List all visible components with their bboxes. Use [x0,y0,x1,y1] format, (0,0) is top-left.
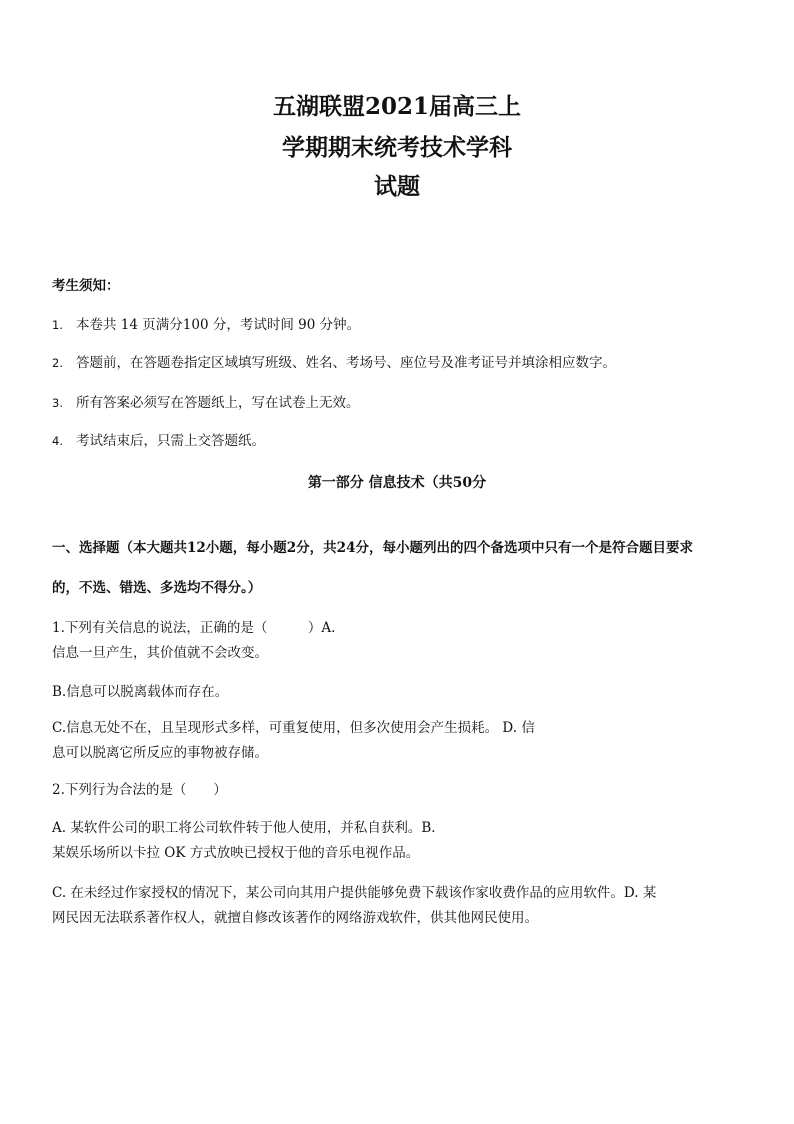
section-instruction-line-2: 的，不选、错选、多选均不得分。） [52,580,262,596]
notice-item-number: 2. [52,356,63,370]
notice-item-number: 1. [52,318,63,332]
question-1-option-c: C.信息无处不在，且呈现形式多样，可重复使用，但多次使用会产生损耗。 D. 信 [52,720,535,736]
question-1-line: 信息一旦产生，其价值就不会改变。 [52,645,268,661]
notice-item-text: 所有答案必须写在答题纸上，写在试卷上无效。 [76,395,360,411]
exam-title-line-1: 五湖联盟2021届高三上 [272,93,521,120]
question-2-option-a: A. 某软件公司的职工将公司软件转于他人使用，并私自获利。B. [52,820,436,836]
notice-item [52,393,752,413]
question-1-line: 1.下列有关信息的说法，正确的是（ ）A. [52,620,336,636]
question-2-option-c: C. 在未经过作家授权的情况下，某公司向其用户提供能够免费下载该作家收费作品的应用软件。D. 某 [52,885,657,901]
notice-item [52,431,752,451]
notice-item-text: 答题前，在答题卷指定区域填写班级、姓名、考场号、座位号及准考证号并填涂相应数字。 [76,355,616,371]
notice-item-text: 本卷共 14 页满分100 分，考试时间 90 分钟。 [76,317,361,333]
notice-item [52,353,752,373]
question-1-line: 息可以脱离它所反应的事物被存储。 [52,745,268,761]
question-2-stem: 2.下列行为合法的是（ ） [52,782,227,798]
notice-item [52,315,752,335]
notice-item-number: 3. [52,396,63,410]
question-2-option-d: 网民因无法联系著作权人，就擅自修改该著作的网络游戏软件，供其他网民使用。 [52,910,538,926]
section-instruction-line-1: 一、选择题（本大题共12小题，每小题2分，共24分，每小题列出的四个备选项中只有一个是符合题目要求 [52,540,693,556]
exam-title-line-2: 学期期末统考技术学科 [282,134,512,161]
notice-item-text: 考试结束后，只需上交答题纸。 [76,433,265,449]
question-1-option-b: B.信息可以脱离载体而存在。 [52,684,229,700]
notice-item-number: 4. [52,434,63,448]
question-2-option-b: 某娱乐场所以卡拉 OK 方式放映已授权于他的音乐电视作品。 [52,845,420,861]
part-one-heading: 第一部分 信息技术（共50分 [307,475,487,491]
exam-title-line-3: 试题 [374,173,420,200]
notice-heading: 考生须知： [52,278,120,294]
